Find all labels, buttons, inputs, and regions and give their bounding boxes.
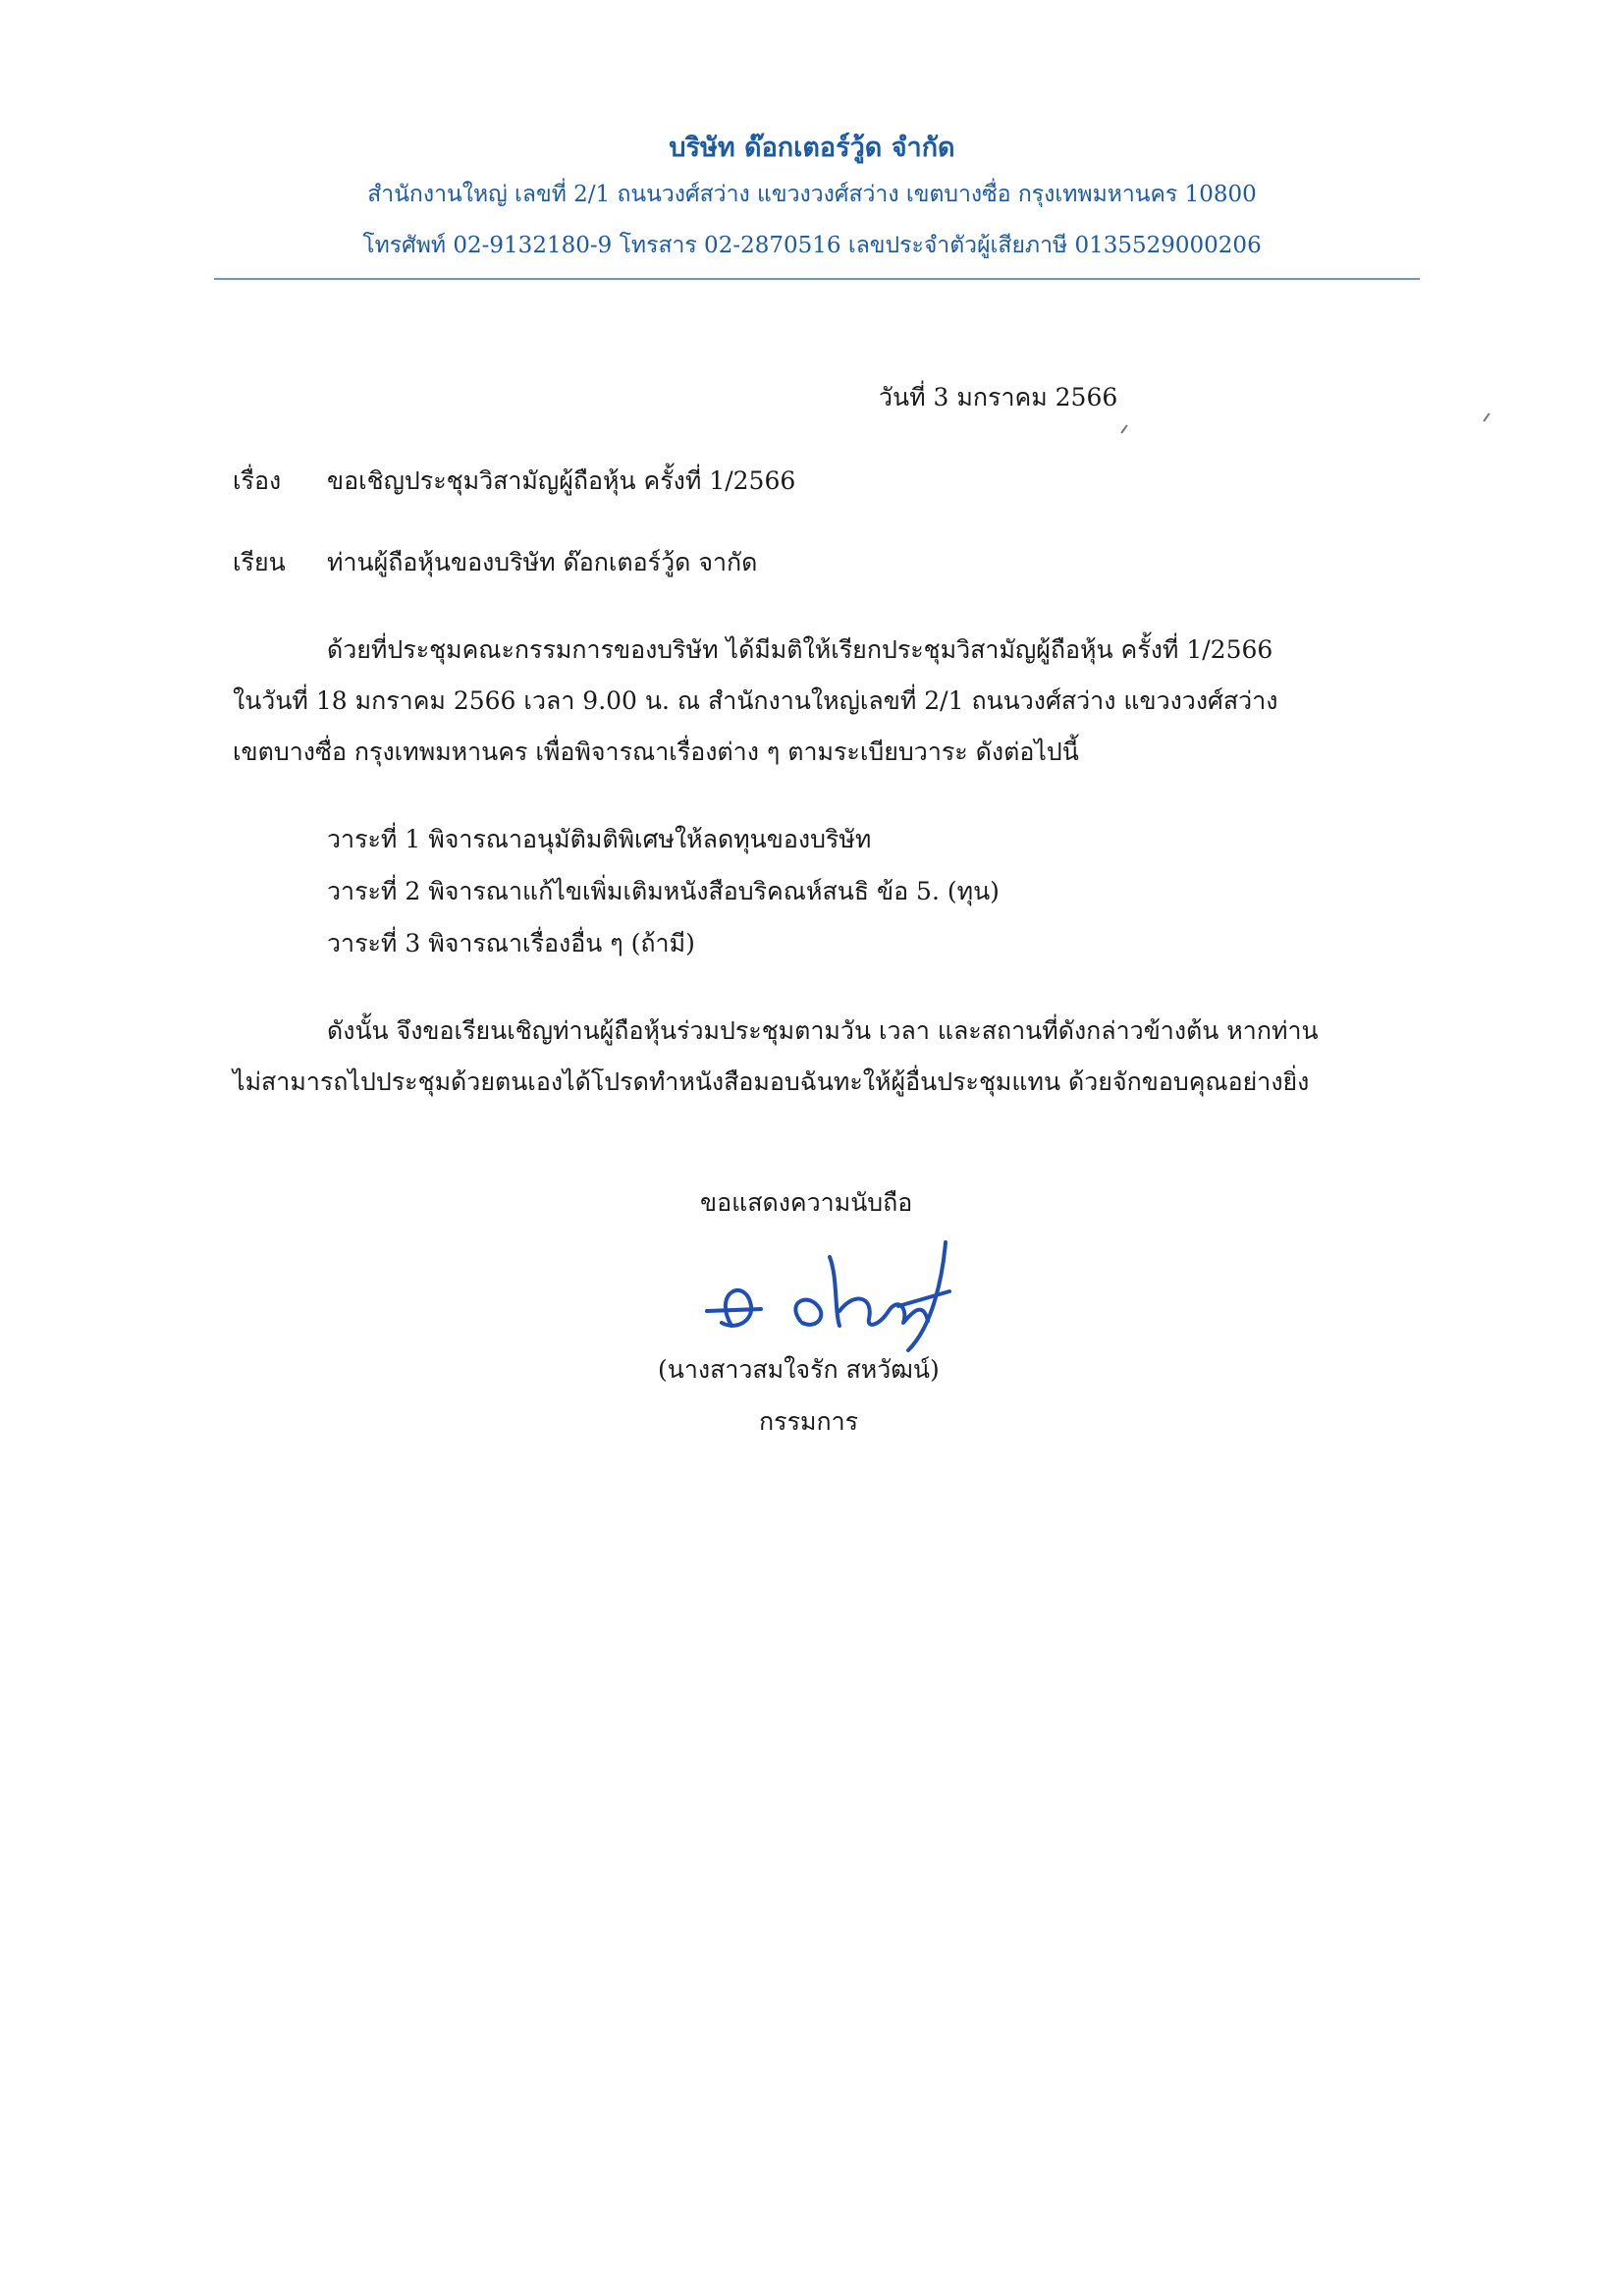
agenda-item-2: วาระที่ 2 พิจารณาแก้ไขเพิ่มเติมหนังสือบริคณห์สนธิ ข้อ 5. (ทุน)	[327, 877, 1000, 905]
paragraph2-line: ไม่สามารถไปประชุมด้วยตนเองได้โปรดทำหนังสือมอบฉันทะให้ผู้อื่นประชุมแทน ด้วยจักขอบคุณอย่างยิ่ง	[233, 1067, 1310, 1096]
paragraph1-line: ในวันที่ 18 มกราคม 2566 เวลา 9.00 น. ณ สำนักงานใหญ่เลขที่ 2/1 ถนนวงศ์สว่าง แขวงวงศ์สว่าง	[233, 686, 1278, 715]
agenda-item-3: วาระที่ 3 พิจารณาเรื่องอื่น ๆ (ถ้ามี)	[327, 929, 695, 957]
handwritten-signature	[692, 1232, 987, 1360]
paper-speck	[1483, 412, 1489, 421]
signer-name: (นางสาวสมใจรัก สหวัฒน์)	[658, 1355, 940, 1384]
company-name: บริษัท ด๊อกเตอร์วู้ด จำกัด	[669, 133, 955, 163]
paragraph1-line: เขตบางซื่อ กรุงเทพมหานคร เพื่อพิจารณาเรื่องต่าง ๆ ตามระเบียบวาระ ดังต่อไปนี้	[233, 738, 1079, 766]
agenda-item-1: วาระที่ 1 พิจารณาอนุมัติมติพิเศษให้ลดทุนของบริษัท	[327, 825, 872, 853]
recipient-text: ท่านผู้ถือหุ้นของบริษัท ด๊อกเตอร์วู้ด จากัด	[327, 548, 758, 576]
letter-date: วันที่ 3 มกราคม 2566	[879, 383, 1118, 411]
paragraph1-line: ด้วยที่ประชุมคณะกรรมการของบริษัท ได้มีมติให้เรียกประชุมวิสามัญผู้ถือหุ้น ครั้งที่ 1/2566	[327, 635, 1273, 664]
subject-text: ขอเชิญประชุมวิสามัญผู้ถือหุ้น ครั้งที่ 1/2566	[327, 466, 796, 495]
letterhead-divider	[214, 278, 1420, 280]
company-contact: โทรศัพท์ 02-9132180-9 โทรสาร 02-2870516 เลขประจำตัวผู้เสียภาษี 0135529000206	[362, 233, 1262, 258]
paragraph2-line: ดังนั้น จึงขอเรียนเชิญท่านผู้ถือหุ้นร่วมประชุมตามวัน เวลา และสถานที่ดังกล่าวข้างต้น หากท่าน	[327, 1016, 1319, 1045]
paper-speck	[1120, 424, 1127, 433]
subject-label: เรื่อง	[233, 466, 282, 495]
company-address: สำนักงานใหญ่ เลขที่ 2/1 ถนนวงศ์สว่าง แขวงวงศ์สว่าง เขตบางซื่อ กรุงเทพมหานคร 10800	[367, 182, 1257, 207]
closing-salutation: ขอแสดงความนับถือ	[700, 1188, 913, 1217]
signer-position: กรรมการ	[759, 1407, 859, 1436]
recipient-label: เรียน	[233, 548, 286, 576]
